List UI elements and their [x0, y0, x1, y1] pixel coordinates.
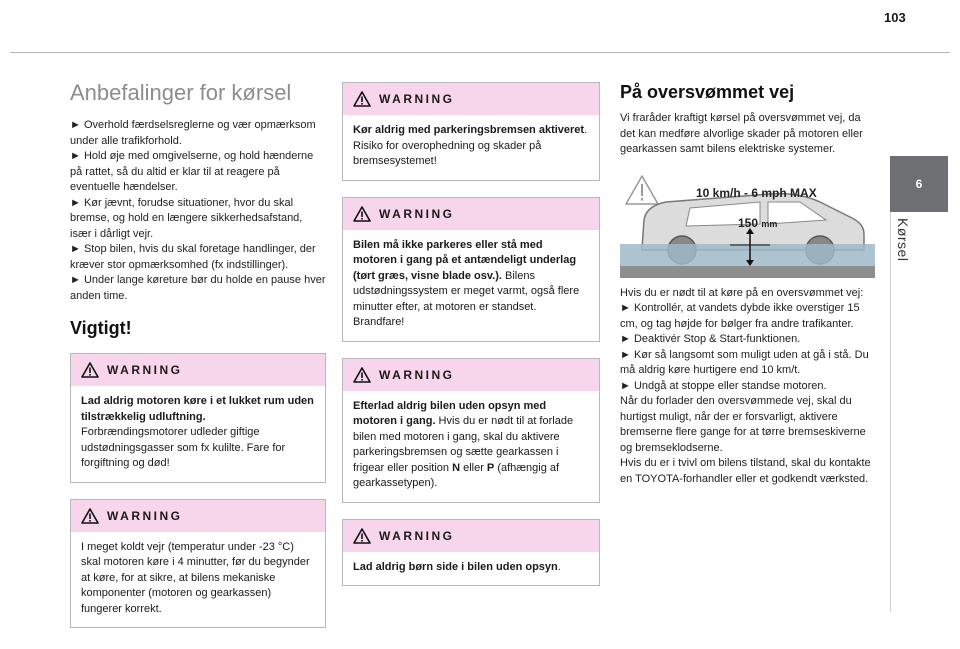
depth-label	[738, 216, 777, 230]
left-column	[70, 80, 326, 644]
warning-body	[71, 532, 325, 628]
warning-header	[343, 359, 599, 391]
instruction-line: ► Undgå at stoppe eller standse motoren.	[620, 379, 827, 392]
warning-body	[71, 386, 325, 482]
flooded-intro: Vi fraråder kraftigt kørsel på oversvømmet vej, da det kan medføre alvorlige skader på motoren eller gearkassen samt bilens elektriske systemer.	[620, 112, 863, 155]
warning-box	[70, 499, 326, 629]
warning-triangle-icon	[81, 362, 99, 378]
right-column	[620, 82, 875, 487]
warning-text: eller	[460, 461, 487, 474]
bullet: ► Stop bilen, hvis du skal foretage handlinger, der kræver stor opmærksomhed (fx indstillinger).	[70, 243, 316, 271]
warning-box	[342, 197, 600, 342]
warning-bold-text: Bilen må ikke parkeres eller stå med motoren i gang på et antændeligt underlag (tørt græs, visne blade osv.).	[353, 238, 577, 282]
warning-title: WARNING	[107, 363, 183, 377]
middle-column	[342, 82, 600, 602]
bullet: ► Under lange køreture bør du holde en pause hver anden time.	[70, 274, 326, 302]
warning-box	[342, 358, 600, 503]
warning-header	[71, 354, 325, 386]
depth-unit: mm	[761, 218, 778, 229]
warning-text: Bilens udstødningssystem er meget varmt, også flere minutter efter, at motoren er standset. Brandfare!	[353, 269, 580, 328]
warning-title: WARNING	[379, 528, 455, 543]
warning-text: I meget koldt vejr (temperatur under -23 °C) skal motoren køre i 4 minutter, før du begynder at køre, for at sikre, at bilens mekaniske komponenter (motoren og gearkassen) fungerer korrekt.	[81, 540, 310, 615]
warning-body	[343, 230, 599, 341]
warning-bold-text: Lad aldrig børn side i bilen uden opsyn	[353, 560, 558, 573]
top-rule-right	[880, 52, 950, 53]
instruction-line: Hvis du er nødt til at køre på en oversvømmet vej:	[620, 286, 864, 299]
side-divider	[890, 212, 891, 612]
warning-triangle-icon	[353, 367, 371, 383]
warning-text: Hvis du er nødt til at forlade bilen med motoren i gang, skal du aktivere parkeringsbremsen og sætte gearkassen i frigear eller position	[353, 415, 574, 474]
warning-title: WARNING	[379, 92, 455, 106]
water-level	[620, 244, 875, 266]
warning-triangle-icon	[353, 206, 371, 222]
section-tab[interactable]: 6	[890, 156, 948, 212]
gear-p: P	[486, 461, 495, 474]
warning-bold-text: Lad aldrig motoren køre i et lukket rum uden tilstrækkelig udluftning.	[81, 395, 314, 423]
warning-box	[342, 519, 600, 587]
instruction-line: ► Kør så langsomt som muligt uden at gå i stå. Du må aldrig køre hurtigere end 10 km/t.	[620, 348, 869, 376]
warning-box	[342, 82, 600, 181]
recommendations-title: Anbefalinger for kørsel	[70, 80, 292, 105]
warning-title: WARNING	[107, 508, 183, 523]
warning-triangle-icon	[353, 91, 371, 107]
warning-body	[343, 115, 599, 180]
warning-header	[71, 500, 325, 532]
instruction-line: ► Kontrollér, at vandets dybde ikke overstiger 15 cm, og tag højde for bølger fra andre trafikanter.	[620, 302, 860, 330]
warning-body	[343, 391, 599, 502]
instruction-line: Hvis du er i tvivl om bilens tilstand, skal du kontakte en TOYOTA-forhandler eller et godkendt værksted.	[620, 457, 871, 485]
flooded-road-title: På oversvømmet vej	[620, 82, 795, 102]
warning-text: Forbrændingsmotorer udleder giftige udstødningsgasser som fx kulilte. Fare for forgiftning og død!	[81, 426, 286, 469]
warning-triangle-icon	[353, 528, 371, 544]
warning-bold-text: Efterlad aldrig bilen uden opsyn med motoren i gang.	[353, 399, 547, 427]
warning-header	[343, 198, 599, 230]
top-rule	[10, 52, 880, 53]
flooded-road-illustration	[620, 168, 875, 278]
bullet: ► Kør jævnt, forudse situationer, hvor du skal bremse, og hold en længere sikkerhedsafstand, især i dårligt vejr.	[70, 196, 303, 240]
page-number: 103	[884, 10, 906, 25]
warning-bold-text: Kør aldrig med parkeringsbremsen aktiveret	[353, 124, 585, 136]
depth-value: 150	[738, 215, 759, 230]
warning-title: WARNING	[379, 206, 455, 221]
flooded-instructions	[620, 286, 875, 488]
warning-text: (afhængig af gearkassetypen).	[353, 461, 560, 489]
warning-header	[343, 83, 599, 115]
instruction-line: ► Deaktivér Stop & Start-funktionen.	[620, 333, 801, 345]
instruction-line: Når du forlader den oversvømmede vej, skal du hurtigst muligt, når der er forsvarligt, aktivere bremserne flere gange for at tørre bremseskiverne og bremseklodserne.	[620, 395, 866, 454]
recommendations-list	[70, 118, 326, 304]
section-label: Kørsel	[895, 218, 911, 262]
gear-n: N	[452, 461, 461, 474]
warning-body	[343, 552, 599, 586]
important-heading: Vigtigt!	[70, 318, 132, 338]
warning-triangle-icon	[81, 508, 99, 524]
warning-text: . Risiko for overophedning og skader på bremsesystemet!	[353, 124, 588, 167]
warning-title: WARNING	[379, 367, 455, 382]
speed-limit-label: 10 km/h - 6 mph MAX	[696, 185, 817, 200]
warning-text: .	[557, 560, 561, 573]
warning-header	[343, 520, 599, 552]
bullet: ► Overhold færdselsreglerne og vær opmærksom under alle trafikforhold.	[70, 119, 316, 147]
warning-box	[70, 353, 326, 483]
bullet: ► Hold øje med omgivelserne, og hold hænderne på rattet, så du altid er klar til at reagere på eventuelle hændelser.	[70, 150, 314, 193]
